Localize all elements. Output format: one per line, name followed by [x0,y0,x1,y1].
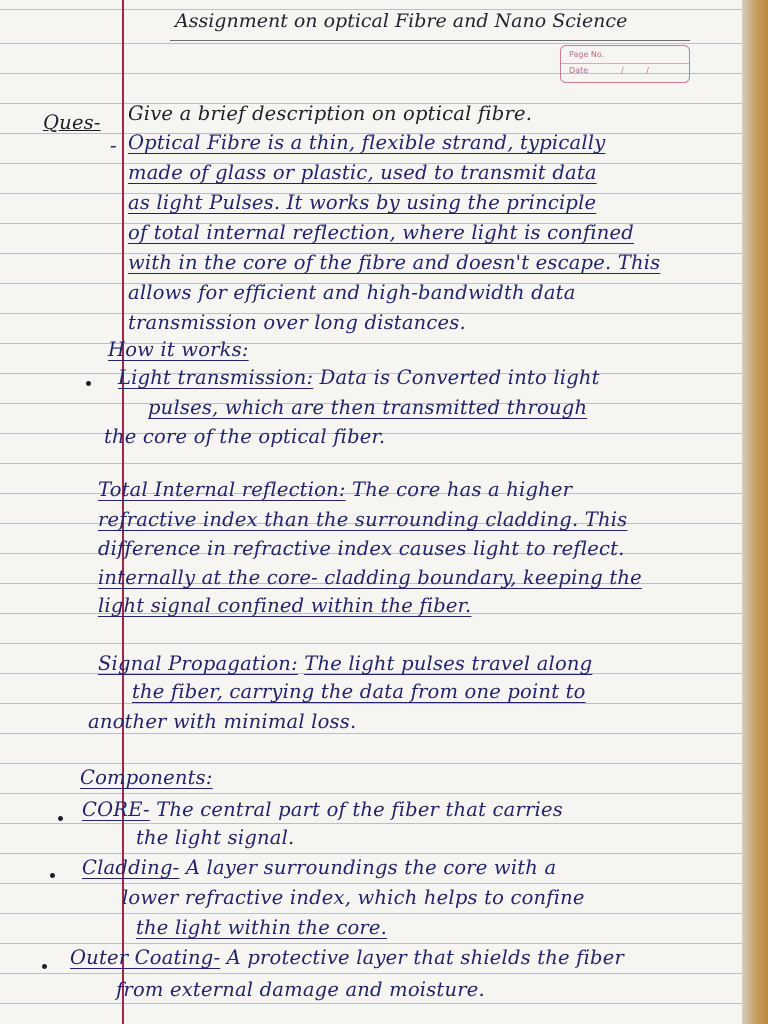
coating-line-1 [70,946,624,969]
answer-line: with in the core of the fibre and doesn't escape. This [128,251,661,274]
tir-line-4: internally at the core- cladding boundary, keeping the [98,566,642,589]
signal-line-2: the fiber, carrying the data from one point to [132,680,586,703]
bullet [50,873,55,878]
answer-paragraph [128,128,738,338]
tir-line-1 [98,478,572,501]
cladding-text: A layer surroundings the core with a [185,856,557,879]
answer-line: as light Pulses. It works by using the principle [128,191,597,214]
page-title: Assignment on optical Fibre and Nano Science [175,10,628,32]
tir-term: Total Internal reflection: [98,478,346,501]
signal-term: Signal Propagation: [98,652,298,675]
tir-line-5: light signal confined within the fiber. [98,594,472,617]
signal-line-1 [98,652,592,675]
cladding-line-2: lower refractive index, which helps to confine [122,886,585,909]
core-text: The central part of the fiber that carries [156,798,563,821]
light-transmission-text: Data is Converted into light [319,366,600,389]
core-line-1 [82,798,563,821]
title-rule [170,40,690,41]
tir-line-3: difference in refractive index causes light to reflect. [98,537,625,560]
coating-text: A protective layer that shields the fiber [226,946,624,969]
page-date-box [560,45,690,83]
light-transmission-line-2: pulses, which are then transmitted through [148,396,588,419]
light-transmission-term: Light transmission: [118,366,314,389]
date-label: Date [569,66,589,75]
how-it-works-heading: How it works: [108,338,249,361]
components-heading: Components: [80,766,213,789]
answer-line: of total internal reflection, where light is confined [128,221,634,244]
bullet [42,964,47,969]
light-transmission-line-3: the core of the optical fiber. [104,425,386,448]
answer-dash: - [110,134,117,157]
answer-line: made of glass or plastic, used to transmit data [128,161,597,184]
tir-line-2: refractive index than the surrounding cladding. This [98,508,628,531]
page-no-label: Page No. [569,50,605,59]
answer-line: transmission over long distances. [128,311,466,334]
page-edge [742,0,768,1024]
cladding-term: Cladding- [82,856,180,879]
bullet [58,816,63,821]
bullet [86,381,91,386]
signal-line-3: another with minimal loss. [88,710,357,733]
page-box-divider [561,63,689,64]
date-value: / / [621,66,659,75]
tir-text: The core has a higher [352,478,573,501]
answer-line: allows for efficient and high-bandwidth data [128,281,576,304]
cladding-line-3: the light within the core. [136,916,388,939]
coating-term: Outer Coating- [70,946,221,969]
light-transmission-line-1 [118,366,600,389]
question-text: Give a brief description on optical fibre. [128,102,533,125]
cladding-line-1 [82,856,556,879]
coating-line-2: from external damage and moisture. [116,978,485,1001]
answer-line: Optical Fibre is a thin, flexible strand, typically [128,131,606,154]
core-line-2: the light signal. [136,826,295,849]
signal-text: The light pulses travel along [304,652,593,675]
core-term: CORE- [82,798,150,821]
question-label: Ques- [43,111,101,134]
